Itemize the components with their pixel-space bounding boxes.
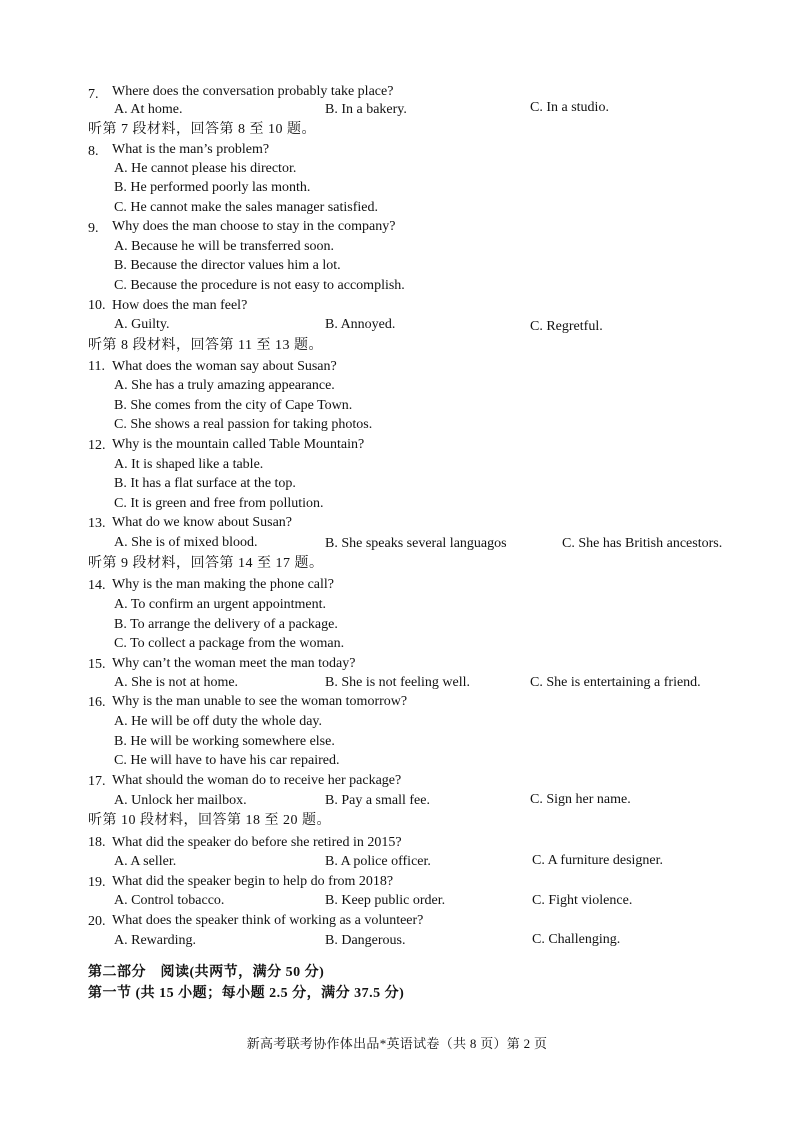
option-c: C. It is green and free from pollution. bbox=[114, 496, 324, 511]
question-number: 10. bbox=[88, 298, 106, 313]
option-b: B. Annoyed. bbox=[325, 317, 396, 332]
option-c: C. Challenging. bbox=[532, 932, 621, 947]
question-stem: What did the speaker begin to help do from 2018? bbox=[112, 874, 394, 889]
question-stem: What does the woman say about Susan? bbox=[112, 359, 337, 374]
section-header: 听第 7 段材料，回答第 8 至 10 题。 bbox=[88, 122, 316, 137]
question-number: 18. bbox=[88, 835, 106, 850]
option-a: A. She is of mixed blood. bbox=[114, 535, 258, 550]
question-number: 19. bbox=[88, 875, 106, 890]
option-b: B. Pay a small fee. bbox=[325, 793, 430, 808]
option-b: B. Because the director values him a lot. bbox=[114, 258, 341, 273]
question-stem: Why does the man choose to stay in the company? bbox=[112, 219, 396, 234]
option-a: A. Control tobacco. bbox=[114, 893, 225, 908]
option-c: C. Regretful. bbox=[530, 319, 603, 334]
option-b: B. To arrange the delivery of a package. bbox=[114, 617, 338, 632]
question-stem: What does the speaker think of working as a volunteer? bbox=[112, 913, 424, 928]
question-stem: How does the man feel? bbox=[112, 298, 248, 313]
question-stem: What is the man’s problem? bbox=[112, 142, 270, 157]
option-c: C. She is entertaining a friend. bbox=[530, 675, 701, 690]
question-number: 7. bbox=[88, 87, 99, 102]
question-stem: Why is the mountain called Table Mountain? bbox=[112, 437, 365, 452]
page-footer: 新高考联考协作体出品*英语试卷（共 8 页）第 2 页 bbox=[246, 1036, 548, 1051]
question-number: 13. bbox=[88, 516, 106, 531]
section-header: 听第 9 段材料，回答第 14 至 17 题。 bbox=[88, 556, 324, 571]
option-c: C. A furniture designer. bbox=[532, 853, 664, 868]
option-a: A. She is not at home. bbox=[114, 675, 239, 690]
option-c: C. To collect a package from the woman. bbox=[114, 636, 345, 651]
option-b: B. He performed poorly las month. bbox=[114, 180, 311, 195]
option-a: A. He will be off duty the whole day. bbox=[114, 714, 323, 729]
part-title: 第二部分 阅读(共两节，满分 50 分) bbox=[88, 965, 325, 980]
option-c: C. He cannot make the sales manager satisfied. bbox=[114, 200, 378, 215]
option-a: A. At home. bbox=[114, 102, 183, 117]
question-number: 11. bbox=[88, 359, 105, 374]
question-number: 20. bbox=[88, 914, 106, 929]
option-b: B. She is not feeling well. bbox=[325, 675, 471, 690]
option-c: C. Because the procedure is not easy to accomplish. bbox=[114, 278, 405, 293]
option-a: A. Rewarding. bbox=[114, 933, 197, 948]
question-stem: Why is the man unable to see the woman tomorrow? bbox=[112, 694, 408, 709]
option-b: B. Keep public order. bbox=[325, 893, 446, 908]
option-b: B. In a bakery. bbox=[325, 102, 407, 117]
option-b: B. A police officer. bbox=[325, 854, 431, 869]
question-number: 8. bbox=[88, 144, 99, 159]
option-b: B. Dangerous. bbox=[325, 933, 406, 948]
option-a: A. He cannot please his director. bbox=[114, 161, 297, 176]
option-a: A. She has a truly amazing appearance. bbox=[114, 378, 335, 393]
section-header: 听第 8 段材料，回答第 11 至 13 题。 bbox=[88, 338, 323, 353]
option-c: C. In a studio. bbox=[530, 100, 609, 115]
question-stem: What did the speaker do before she retired in 2015? bbox=[112, 835, 402, 850]
option-a: A. A seller. bbox=[114, 854, 177, 869]
question-stem: What do we know about Susan? bbox=[112, 515, 293, 530]
option-b: B. She comes from the city of Cape Town. bbox=[114, 398, 353, 413]
option-c: C. He will have to have his car repaired. bbox=[114, 753, 340, 768]
option-c: C. Sign her name. bbox=[530, 792, 631, 807]
option-c: C. She has British ancestors. bbox=[562, 536, 723, 551]
option-b: B. She speaks several languagos bbox=[325, 536, 507, 551]
question-stem: Why can’t the woman meet the man today? bbox=[112, 656, 356, 671]
question-number: 16. bbox=[88, 695, 106, 710]
option-c: C. She shows a real passion for taking photos. bbox=[114, 417, 373, 432]
option-a: A. Guilty. bbox=[114, 317, 170, 332]
option-c: C. Fight violence. bbox=[532, 893, 633, 908]
option-a: A. Unlock her mailbox. bbox=[114, 793, 247, 808]
option-a: A. It is shaped like a table. bbox=[114, 457, 264, 472]
question-number: 9. bbox=[88, 221, 99, 236]
question-number: 14. bbox=[88, 578, 106, 593]
option-b: B. He will be working somewhere else. bbox=[114, 734, 335, 749]
question-number: 17. bbox=[88, 774, 106, 789]
question-stem: Why is the man making the phone call? bbox=[112, 577, 334, 592]
question-stem: Where does the conversation probably take place? bbox=[112, 84, 394, 99]
option-b: B. It has a flat surface at the top. bbox=[114, 476, 296, 491]
section-title: 第一节 (共 15 小题；每小题 2.5 分，满分 37.5 分) bbox=[88, 986, 405, 1001]
question-number: 12. bbox=[88, 438, 106, 453]
option-a: A. To confirm an urgent appointment. bbox=[114, 597, 326, 612]
option-a: A. Because he will be transferred soon. bbox=[114, 239, 335, 254]
question-stem: What should the woman do to receive her package? bbox=[112, 773, 402, 788]
section-header: 听第 10 段材料，回答第 18 至 20 题。 bbox=[88, 813, 331, 828]
question-number: 15. bbox=[88, 657, 106, 672]
